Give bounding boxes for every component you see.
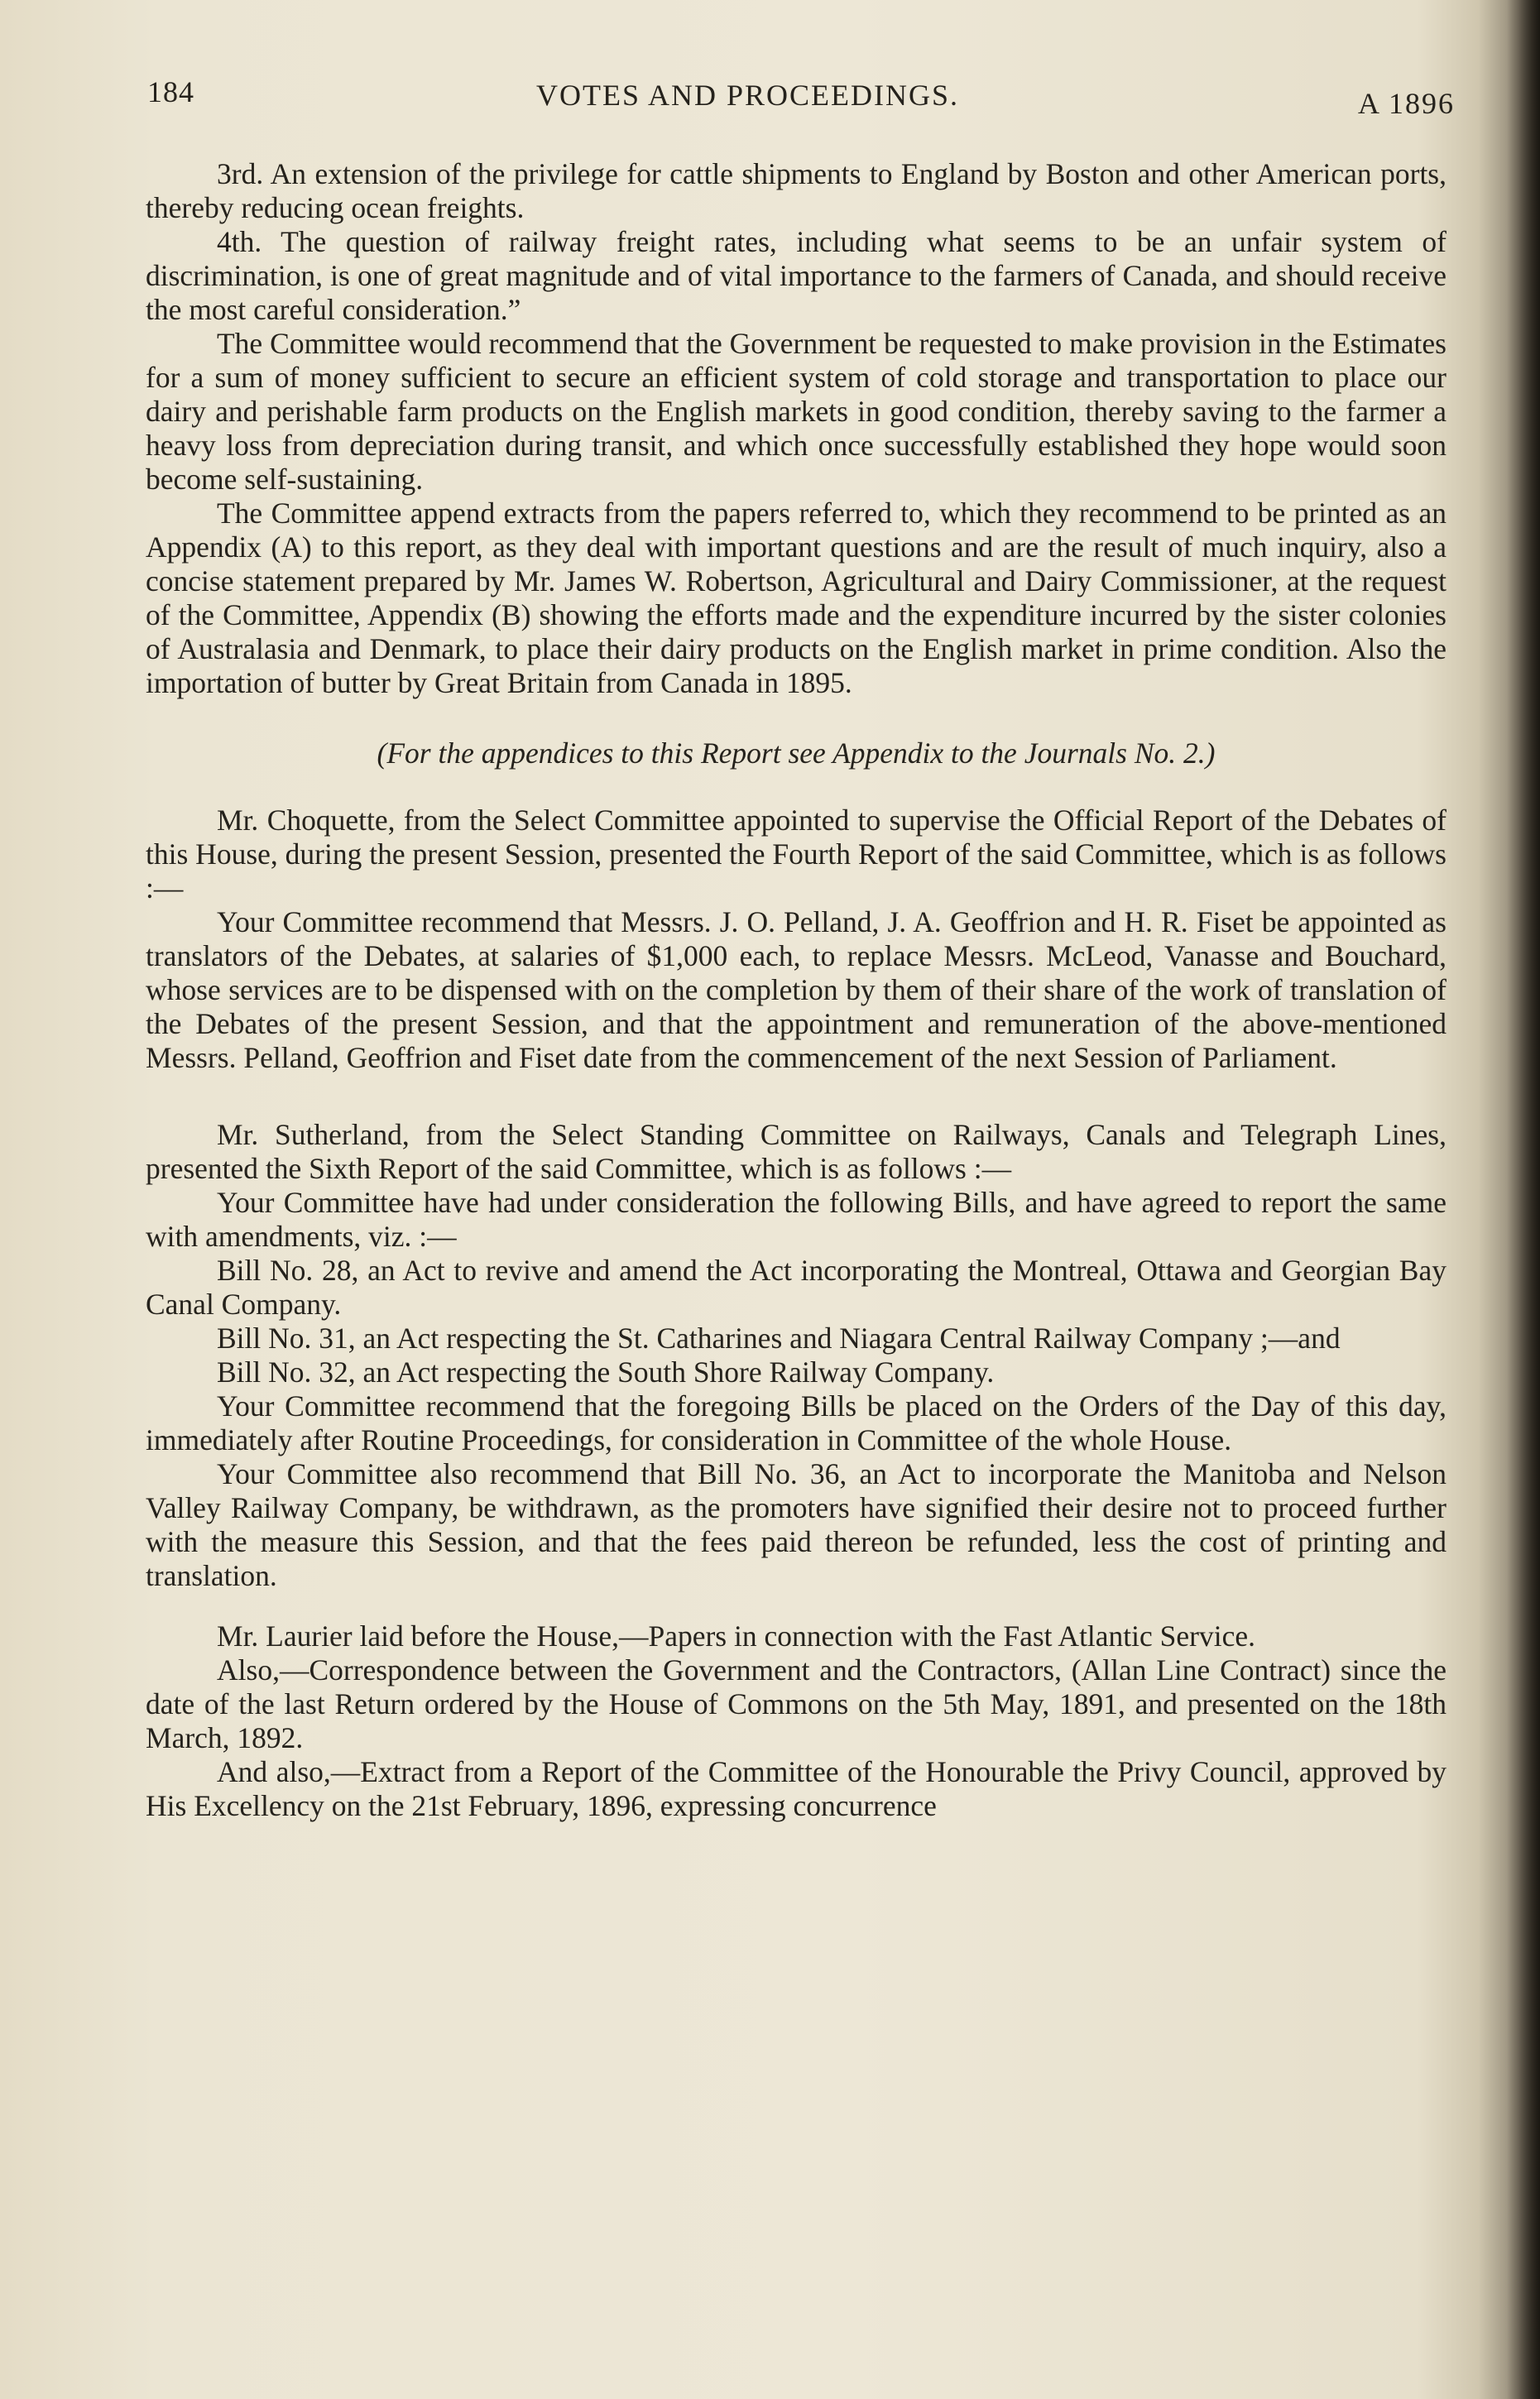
paragraph-railway-freight: 4th. The question of railway freight rates, including what seems to be an unfair system of discrimination, is one of great magnitude and of vital importance to the farmers of Canada, and should receive the most careful consideration.”: [146, 225, 1446, 326]
paragraph-bill-28: Bill No. 28, an Act to revive and amend the Act incorporating the Montreal, Ottawa and Georgian Bay Canal Company.: [146, 1254, 1446, 1321]
paragraph-orders-of-day: Your Committee recommend that the foregoing Bills be placed on the Orders of the Day of this day, immediately after Routine Proceedings, for consideration in Committee of the whole House.: [146, 1389, 1446, 1456]
appendix-note: (For the appendices to this Report see Appendix to the Journals No. 2.): [377, 736, 1216, 770]
paragraph-cold-storage: The Committee would recommend that the Government be requested to make provision in the Estimates for a sum of money sufficient to secure an efficient system of cold storage and transportation to place our dairy and perishable farm products on the English markets in good condition, thereby saving to the farmer a heavy loss from depreciation during transit, and which once successfully established they hope would soon become self-sustaining.: [146, 327, 1446, 496]
session-year: A 1896: [1357, 87, 1455, 120]
paragraph-appendix: The Committee append extracts from the papers referred to, which they recommend to be printed as an Appendix (A) to this report, as they deal with important questions and are the result of much inquiry, also a concise statement prepared by Mr. James W. Robertson, Agricultural and Dairy Commissioner, at the request of the Committee, Appendix (B) showing the efforts made and the expenditure incurred by the sister colonies of Australasia and Denmark, to place their dairy products on the English market in prime condition. Also the importation of butter by Great Britain from Canada in 1895.: [146, 497, 1446, 699]
page-number: 184: [147, 75, 194, 108]
page-header: [147, 68, 1455, 126]
paragraph-fast-atlantic: Mr. Laurier laid before the House,—Papers in connection with the Fast Atlantic Service.: [217, 1619, 1255, 1653]
paragraph-correspondence: Also,—Correspondence between the Government and the Contractors, (Allan Line Contract) since the date of the last Return ordered by the House of Commons on the 5th May, 1891, and presented on the 18th March, 1892.: [146, 1653, 1446, 1754]
paragraph-cattle-shipments: 3rd. An extension of the privilege for cattle shipments to England by Boston and other American ports, thereby reducing ocean freights.: [146, 157, 1446, 224]
paragraph-railways-report: Mr. Sutherland, from the Select Standing Committee on Railways, Canals and Telegraph Lines, presented the Sixth Report of the said Committee, which is as follows :—: [146, 1118, 1446, 1185]
paragraph-privy-council: And also,—Extract from a Report of the Committee of the Honourable the Privy Council, approved by His Excellency on the 21st February, 1896, expressing concurrence: [146, 1755, 1446, 1822]
paragraph-debates-report: Mr. Choquette, from the Select Committee appointed to supervise the Official Report of the Debates of this House, during the present Session, presented the Fourth Report of the said Committee, which is as follows :—: [146, 804, 1446, 904]
running-head: VOTES AND PROCEEDINGS.: [536, 79, 960, 112]
paragraph-translators: Your Committee recommend that Messrs. J. O. Pelland, J. A. Geoffrion and H. R. Fiset be appointed as translators of the Debates, at salaries of $1,000 each, to replace Messrs. McLeod, Vanasse and Bouchard, whose services are to be dispensed with on the completion by them of their share of the work of translation of the Debates of the present Session, and that the appointment and remuneration of the above-mentioned Messrs. Pelland, Geoffrion and Fiset date from the commencement of the next Session of Parliament.: [146, 905, 1446, 1074]
paragraph-bills-considered: Your Committee have had under consideration the following Bills, and have agreed to report the same with amendments, viz. :—: [146, 1186, 1446, 1253]
paragraph-bill-31: Bill No. 31, an Act respecting the St. Catharines and Niagara Central Railway Company ;—and: [217, 1322, 1341, 1355]
paragraph-bill-36: Your Committee also recommend that Bill No. 36, an Act to incorporate the Manitoba and Nelson Valley Railway Company, be withdrawn, as the promoters have signified their desire not to proceed further with the measure this Session, and that the fees paid thereon be refunded, less the cost of printing and translation.: [146, 1457, 1446, 1592]
paragraph-bill-32: Bill No. 32, an Act respecting the South Shore Railway Company.: [217, 1355, 995, 1389]
page-body: [146, 157, 1446, 1823]
book-spine-shadow: [1507, 0, 1540, 2399]
